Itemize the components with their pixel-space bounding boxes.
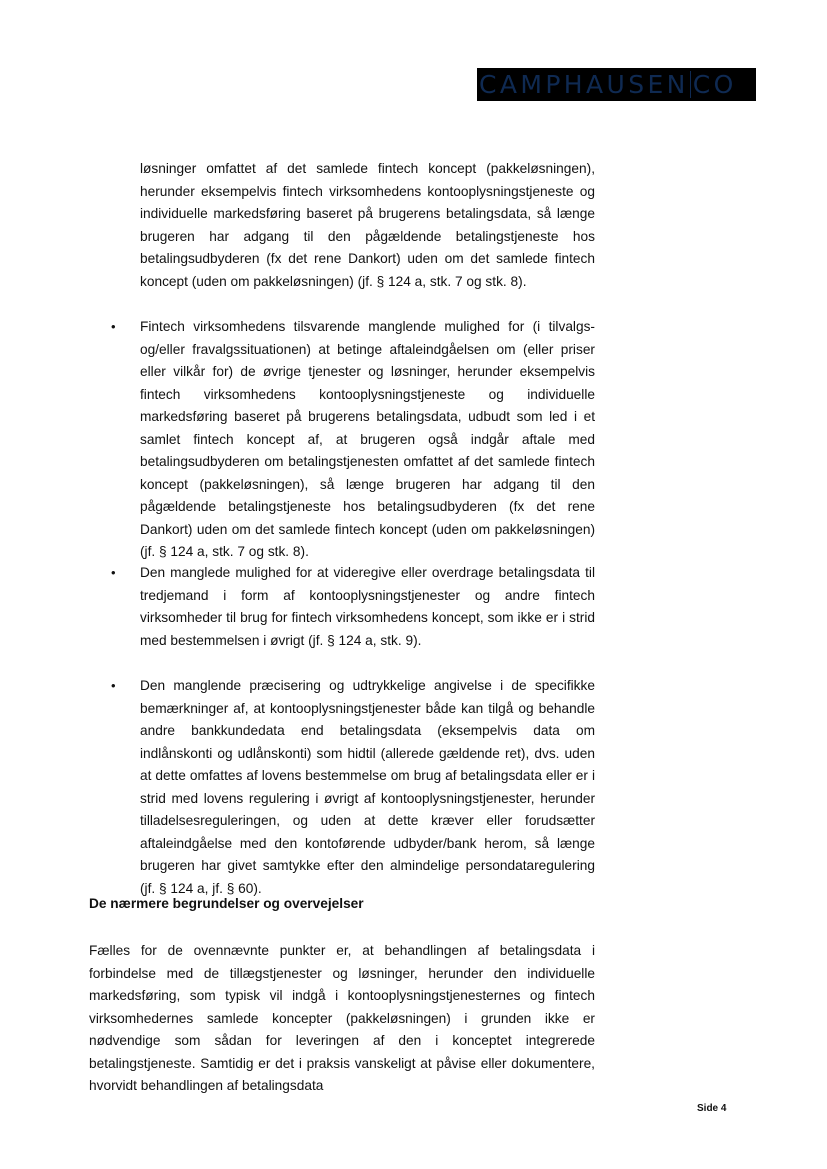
logo-wordmark: CAMPHAUSEN <box>479 70 689 99</box>
bullet-marker: • <box>111 678 116 693</box>
bullet-marker: • <box>111 319 116 334</box>
list-item <box>111 675 595 900</box>
list-item <box>111 316 595 564</box>
list-item <box>111 562 595 652</box>
section-heading: De nærmere begrundelser og overvejelser <box>89 896 364 911</box>
continuation-paragraph: løsninger omfattet af det samlede fintech koncept (pakkeløsningen), herunder eksempelvis fintech virksomhedens kontooplysningstjeneste og individuelle markedsføring baseret på brugerens betalingsdata, så længe brugeren har adgang til den pågældende betalingstjeneste hos betalingsudbyderen (fx det rene Dankort) uden om det samlede fintech koncept (uden om pakkeløsningen) (jf. § 124 a, stk. 7 og stk. 8). <box>140 161 595 289</box>
list-item-text: Fintech virksomhedens tilsvarende manglende mulighed for (i tilvalgs- og/eller fravalgssituationen) at betinge aftaleindgåelsen om (eller priser eller vilkår for) de øvrige tjenester og løsninger, herunder eksempelvis fintech virksomhedens kontooplysningstjeneste og individuelle markedsføring baseret på brugerens betalingsdata, udbudt som led i et samlet fintech koncept af, at brugeren også indgår aftale med betalingsudbyderen om betalingstjenesten omfattet af det samlede fintech koncept (pakkeløsningen), så længe brugeren har adgang til den pågældende betalingstjeneste hos betalingsudbyderen (fx det rene Dankort) uden om det samlede fintech koncept (uden om pakkeløsningen) (jf. § 124 a, stk. 7 og stk. 8). <box>140 319 595 559</box>
page-number: Side 4 <box>697 1103 727 1114</box>
bullet-marker: • <box>111 565 116 580</box>
list-item-text: Den manglende præcisering og udtrykkelige angivelse i de specifikke bemærkninger af, at kontooplysningstjenester både kan tilgå og behandle andre bankkundedata end betalingsdata (eksempelvis data om indlånskonti og udlånskonti) som hidtil (allerede gældende ret), dvs. uden at dette omfattes af lovens bestemmelse om brug af betalingsdata eller er i strid med lovens regulering i øvrigt af kontooplysningstjenester, herunder tilladelsesreguleringen, og uden at dette kræver eller forudsætter aftaleindgåelse med den kontoførende udbyder/bank herom, så længe brugeren har givet samtykke efter den almindelige persondataregulering (jf. § 124 a, jf. § 60). <box>140 678 595 896</box>
logo-separator <box>690 71 691 98</box>
section-paragraph: Fælles for de ovennævnte punkter er, at behandlingen af betalingsdata i forbindelse med de tillægstjenester og løsninger, herunder den individuelle markedsføring, som typisk vil indgå i kontooplysningstjenesternes og fintech virksomhedernes samlede koncepter (pakkeløsningen) i grunden ikke er nødvendige som sådan for leveringen af den i konceptet integrerede betalingstjeneste. Samtidig er det i praksis vanskeligt at påvise eller dokumentere, hvorvidt behandlingen af betalingsdata <box>89 943 595 1093</box>
logo-suffix: CO <box>692 70 737 99</box>
company-logo <box>477 68 756 101</box>
list-item-text: Den manglede mulighed for at videregive eller overdrage betalingsdata til tredjemand i form af kontooplysningstjenester og andre fintech virksomheder til brug for fintech virksomhedens koncept, som ikke er i strid med bestemmelsen i øvrigt (jf. § 124 a, stk. 9). <box>140 565 595 648</box>
